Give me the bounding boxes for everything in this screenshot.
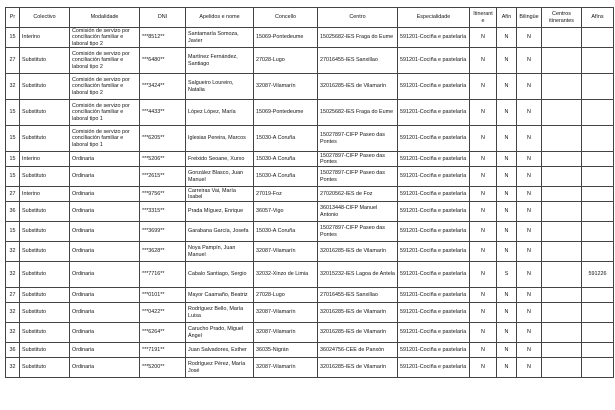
centro-cell: 32016285-IES de Vilamarín — [318, 323, 398, 343]
centros-itinerantes-cell — [542, 262, 582, 288]
concello-cell: 27019-Foz — [254, 187, 318, 202]
bilingue-cell: N — [517, 48, 542, 74]
concello-cell: 32087-Vilamarín — [254, 242, 318, 262]
province-cell: 32 — [6, 74, 20, 100]
modalidade-cell: Ordinaria — [70, 262, 140, 288]
centro-cell: 36013448-CIFP Manuel Antonio — [318, 202, 398, 222]
afin-cell: N — [497, 74, 517, 100]
province-cell: 36 — [6, 343, 20, 358]
name-cell: Juan Salvadores, Esther — [186, 343, 254, 358]
name-cell: Carucho Prado, Miguel Ángel — [186, 323, 254, 343]
centros-itinerantes-cell — [542, 288, 582, 303]
especialidade-cell: 591201-Cociña e pastelaría — [398, 303, 470, 323]
centro-cell: 32015232-IES Lagoa de Antela — [318, 262, 398, 288]
dni-cell: ***5206** — [140, 152, 186, 167]
dni-cell: ***7716** — [140, 262, 186, 288]
afins-cell — [582, 100, 614, 126]
name-cell: Garabana García, Josefa — [186, 222, 254, 242]
name-cell: Iglesias Pereira, Marcos — [186, 126, 254, 152]
province-cell: 36 — [6, 202, 20, 222]
name-cell: López López, María — [186, 100, 254, 126]
afin-cell: N — [497, 48, 517, 74]
centro-cell: 15027897-CIFP Paseo das Pontes — [318, 222, 398, 242]
afins-cell — [582, 74, 614, 100]
colectivo-cell: Interino — [20, 28, 70, 48]
afins-cell — [582, 343, 614, 358]
dni-cell: ***0101** — [140, 288, 186, 303]
bilingue-cell: N — [517, 343, 542, 358]
province-cell: 32 — [6, 303, 20, 323]
afins-cell — [582, 28, 614, 48]
modalidade-cell: Ordinaria — [70, 202, 140, 222]
especialidade-cell: 591201-Cociña e pastelaría — [398, 100, 470, 126]
centros-itinerantes-cell — [542, 343, 582, 358]
dni-cell: ***9756** — [140, 187, 186, 202]
centros-itinerantes-cell — [542, 187, 582, 202]
centros-itinerantes-cell — [542, 303, 582, 323]
modalidade-cell: Ordinaria — [70, 187, 140, 202]
afin-cell: N — [497, 222, 517, 242]
centro-cell: 15025682-IES Fraga do Eume — [318, 100, 398, 126]
name-cell: Rodríguez Pérez, María José — [186, 358, 254, 378]
itinerante-cell: N — [470, 242, 497, 262]
afin-cell: S — [497, 262, 517, 288]
itinerante-cell: N — [470, 126, 497, 152]
colectivo-cell: Substituto — [20, 343, 70, 358]
colectivo-cell: Substituto — [20, 167, 70, 187]
concello-cell: 32032-Xinzo de Limia — [254, 262, 318, 288]
especialidade-cell: 591201-Cociña e pastelaría — [398, 202, 470, 222]
afins-cell — [582, 358, 614, 378]
centro-cell: 32016285-IES de Vilamarín — [318, 242, 398, 262]
colectivo-cell: Substituto — [20, 288, 70, 303]
column-header: Modalidade — [70, 8, 140, 28]
column-header: Concello — [254, 8, 318, 28]
table-row — [6, 303, 614, 323]
centros-itinerantes-cell — [542, 242, 582, 262]
itinerante-cell: N — [470, 323, 497, 343]
table-row — [6, 152, 614, 167]
table-row — [6, 28, 614, 48]
colectivo-cell: Substituto — [20, 74, 70, 100]
itinerante-cell: N — [470, 222, 497, 242]
afin-cell: N — [497, 152, 517, 167]
province-cell: 32 — [6, 242, 20, 262]
modalidade-cell: Ordinaria — [70, 242, 140, 262]
colectivo-cell: Substituto — [20, 323, 70, 343]
centros-itinerantes-cell — [542, 126, 582, 152]
table-row — [6, 222, 614, 242]
concello-cell: 32087-Vilamarín — [254, 323, 318, 343]
centros-itinerantes-cell — [542, 48, 582, 74]
dni-cell: ***6264** — [140, 323, 186, 343]
itinerante-cell: N — [470, 262, 497, 288]
table-row — [6, 126, 614, 152]
province-cell: 15 — [6, 167, 20, 187]
bilingue-cell: N — [517, 152, 542, 167]
itinerante-cell: N — [470, 288, 497, 303]
dni-cell: ***3628** — [140, 242, 186, 262]
especialidade-cell: 591201-Cociña e pastelaría — [398, 152, 470, 167]
centros-itinerantes-cell — [542, 222, 582, 242]
table-row — [6, 48, 614, 74]
afin-cell: N — [497, 343, 517, 358]
modalidade-cell: Ordinaria — [70, 323, 140, 343]
afin-cell: N — [497, 126, 517, 152]
concello-cell: 15030-A Coruña — [254, 126, 318, 152]
dni-cell: ***3315** — [140, 202, 186, 222]
centro-cell: 15027897-CIFP Paseo das Pontes — [318, 126, 398, 152]
afin-cell: N — [497, 303, 517, 323]
column-header: Pr — [6, 8, 20, 28]
name-cell: Noya Pampín, Juan Manuel — [186, 242, 254, 262]
table-body — [6, 28, 614, 378]
dni-cell: ***6480** — [140, 48, 186, 74]
name-cell: Prada Míguez, Enrique — [186, 202, 254, 222]
dni-cell: ***3424** — [140, 74, 186, 100]
column-header: Afín — [497, 8, 517, 28]
province-cell: 32 — [6, 323, 20, 343]
centro-cell: 27016455-IES Sanxillao — [318, 288, 398, 303]
name-cell: Freixido Seoane, Xurxo — [186, 152, 254, 167]
bilingue-cell: N — [517, 303, 542, 323]
concello-cell: 15030-A Coruña — [254, 222, 318, 242]
modalidade-cell: Ordinaria — [70, 288, 140, 303]
name-cell: Santamaría Somoza, Javier — [186, 28, 254, 48]
bilingue-cell: N — [517, 358, 542, 378]
itinerante-cell: N — [470, 202, 497, 222]
concello-cell: 15030-A Coruña — [254, 152, 318, 167]
especialidade-cell: 591201-Cociña e pastelaría — [398, 222, 470, 242]
modalidade-cell: Comisión de servizo por conciliación familiar e laboral tipo 2 — [70, 48, 140, 74]
itinerante-cell: N — [470, 152, 497, 167]
dni-cell: ***8512** — [140, 28, 186, 48]
concello-cell: 36057-Vigo — [254, 202, 318, 222]
province-cell: 32 — [6, 358, 20, 378]
itinerante-cell: N — [470, 48, 497, 74]
centro-cell: 36024756-CEE de Panxón — [318, 343, 398, 358]
afins-cell — [582, 303, 614, 323]
province-cell: 27 — [6, 187, 20, 202]
province-cell: 27 — [6, 288, 20, 303]
modalidade-cell: Comisión de servizo por conciliación familiar e laboral tipo 2 — [70, 28, 140, 48]
afin-cell: N — [497, 100, 517, 126]
modalidade-cell: Ordinaria — [70, 222, 140, 242]
afins-cell — [582, 323, 614, 343]
name-cell: Rodríguez Bello, María Luisa — [186, 303, 254, 323]
bilingue-cell: N — [517, 100, 542, 126]
afin-cell: N — [497, 358, 517, 378]
modalidade-cell: Ordinaria — [70, 358, 140, 378]
table-row — [6, 242, 614, 262]
colectivo-cell: Substituto — [20, 222, 70, 242]
bilingue-cell: N — [517, 288, 542, 303]
table-row — [6, 358, 614, 378]
column-header: Centro — [318, 8, 398, 28]
modalidade-cell: Comisión de servizo por conciliación familiar e laboral tipo 1 — [70, 100, 140, 126]
column-header: Bilingüe — [517, 8, 542, 28]
province-cell: 15 — [6, 126, 20, 152]
concello-cell: 32087-Vilamarín — [254, 303, 318, 323]
colectivo-cell: Substituto — [20, 100, 70, 126]
bilingue-cell: N — [517, 28, 542, 48]
column-header: Apelidos e nome — [186, 8, 254, 28]
afins-cell — [582, 167, 614, 187]
especialidade-cell: 591201-Cociña e pastelaría — [398, 242, 470, 262]
table-row — [6, 100, 614, 126]
centros-itinerantes-cell — [542, 28, 582, 48]
afins-cell — [582, 48, 614, 74]
bilingue-cell: N — [517, 323, 542, 343]
afins-cell — [582, 288, 614, 303]
province-cell: 27 — [6, 48, 20, 74]
table-row — [6, 202, 614, 222]
especialidade-cell: 591201-Cociña e pastelaría — [398, 48, 470, 74]
concello-cell: 32087-Vilamarín — [254, 74, 318, 100]
centro-cell: 32016285-IES de Vilamarín — [318, 303, 398, 323]
colectivo-cell: Substituto — [20, 126, 70, 152]
afins-cell — [582, 242, 614, 262]
colectivo-cell: Substituto — [20, 202, 70, 222]
table-row — [6, 167, 614, 187]
centros-itinerantes-cell — [542, 358, 582, 378]
especialidade-cell: 591201-Cociña e pastelaría — [398, 288, 470, 303]
especialidade-cell: 591201-Cociña e pastelaría — [398, 126, 470, 152]
colectivo-cell: Substituto — [20, 303, 70, 323]
bilingue-cell: N — [517, 74, 542, 100]
especialidade-cell: 591201-Cociña e pastelaría — [398, 74, 470, 100]
colectivo-cell: Substituto — [20, 358, 70, 378]
afin-cell: N — [497, 323, 517, 343]
province-cell: 15 — [6, 28, 20, 48]
centros-itinerantes-cell — [542, 202, 582, 222]
column-header: Especialidade — [398, 8, 470, 28]
afin-cell: N — [497, 167, 517, 187]
centro-cell: 27016455-IES Sanxillao — [318, 48, 398, 74]
colectivo-cell: Substituto — [20, 262, 70, 288]
table-row — [6, 74, 614, 100]
dni-cell: ***7191** — [140, 343, 186, 358]
centros-itinerantes-cell — [542, 152, 582, 167]
afin-cell: N — [497, 187, 517, 202]
centros-itinerantes-cell — [542, 167, 582, 187]
colectivo-cell: Interino — [20, 187, 70, 202]
dni-cell: ***5200** — [140, 358, 186, 378]
modalidade-cell: Ordinaria — [70, 343, 140, 358]
province-cell: 15 — [6, 222, 20, 242]
bilingue-cell: N — [517, 167, 542, 187]
bilingue-cell: N — [517, 262, 542, 288]
bilingue-cell: N — [517, 187, 542, 202]
itinerante-cell: N — [470, 167, 497, 187]
itinerante-cell: N — [470, 358, 497, 378]
name-cell: Martínez Fernández, Santiago — [186, 48, 254, 74]
centro-cell: 32016285-IES de Vilamarín — [318, 74, 398, 100]
modalidade-cell: Comisión de servizo por conciliación familiar e laboral tipo 2 — [70, 74, 140, 100]
bilingue-cell: N — [517, 222, 542, 242]
bilingue-cell: N — [517, 202, 542, 222]
centro-cell: 15027897-CIFP Paseo das Pontes — [318, 152, 398, 167]
afin-cell: N — [497, 242, 517, 262]
itinerante-cell: N — [470, 28, 497, 48]
modalidade-cell: Ordinaria — [70, 303, 140, 323]
itinerante-cell: N — [470, 343, 497, 358]
concello-cell: 36035-Nigrán — [254, 343, 318, 358]
concello-cell: 27028-Lugo — [254, 48, 318, 74]
bilingue-cell: N — [517, 242, 542, 262]
name-cell: Salgueiro Loureiro, Natalia — [186, 74, 254, 100]
dni-cell: ***0422** — [140, 303, 186, 323]
name-cell: González Blasco, Juan Manuel — [186, 167, 254, 187]
column-header: Itinerante — [470, 8, 497, 28]
especialidade-cell: 591201-Cociña e pastelaría — [398, 262, 470, 288]
colectivo-cell: Substituto — [20, 242, 70, 262]
concello-cell: 27028-Lugo — [254, 288, 318, 303]
header-row — [6, 8, 614, 28]
centro-cell: 27020562-IES de Foz — [318, 187, 398, 202]
afin-cell: N — [497, 202, 517, 222]
name-cell: Cabalo Santiago, Sergio — [186, 262, 254, 288]
table-header — [6, 8, 614, 28]
itinerante-cell: N — [470, 74, 497, 100]
province-cell: 15 — [6, 100, 20, 126]
afins-cell — [582, 222, 614, 242]
dni-cell: ***4433** — [140, 100, 186, 126]
table-row — [6, 288, 614, 303]
afins-cell — [582, 202, 614, 222]
concello-cell: 32087-Vilamarín — [254, 358, 318, 378]
column-header: Centros itinerantes — [542, 8, 582, 28]
column-header: Afíns — [582, 8, 614, 28]
dni-cell: ***6205** — [140, 126, 186, 152]
especialidade-cell: 591201-Cociña e pastelaría — [398, 343, 470, 358]
afins-cell — [582, 126, 614, 152]
modalidade-cell: Ordinaria — [70, 152, 140, 167]
itinerante-cell: N — [470, 100, 497, 126]
centro-cell: 15025682-IES Fraga do Eume — [318, 28, 398, 48]
centro-cell: 32016285-IES de Vilamarín — [318, 358, 398, 378]
afin-cell: N — [497, 28, 517, 48]
afin-cell: N — [497, 288, 517, 303]
centros-itinerantes-cell — [542, 74, 582, 100]
especialidade-cell: 591201-Cociña e pastelaría — [398, 28, 470, 48]
dni-cell: ***2615** — [140, 167, 186, 187]
itinerante-cell: N — [470, 303, 497, 323]
itinerante-cell: N — [470, 187, 497, 202]
assignments-table-container — [5, 7, 613, 378]
especialidade-cell: 591201-Cociña e pastelaría — [398, 358, 470, 378]
especialidade-cell: 591201-Cociña e pastelaría — [398, 187, 470, 202]
centros-itinerantes-cell — [542, 323, 582, 343]
table-row — [6, 262, 614, 288]
afins-cell — [582, 152, 614, 167]
especialidade-cell: 591201-Cociña e pastelaría — [398, 323, 470, 343]
colectivo-cell: Substituto — [20, 48, 70, 74]
centro-cell: 15027897-CIFP Paseo das Pontes — [318, 167, 398, 187]
concello-cell: 15030-A Coruña — [254, 167, 318, 187]
modalidade-cell: Ordinaria — [70, 167, 140, 187]
province-cell: 32 — [6, 262, 20, 288]
province-cell: 15 — [6, 152, 20, 167]
afins-cell — [582, 187, 614, 202]
column-header: DNI — [140, 8, 186, 28]
table-row — [6, 323, 614, 343]
centros-itinerantes-cell — [542, 100, 582, 126]
table-row — [6, 343, 614, 358]
table-row — [6, 187, 614, 202]
name-cell: Carreiras Vai, María Isabel — [186, 187, 254, 202]
dni-cell: ***3699** — [140, 222, 186, 242]
colectivo-cell: Interino — [20, 152, 70, 167]
afins-cell: 591226 — [582, 262, 614, 288]
bilingue-cell: N — [517, 126, 542, 152]
concello-cell: 15069-Pontedeume — [254, 28, 318, 48]
concello-cell: 15069-Pontedeume — [254, 100, 318, 126]
assignments-table — [5, 7, 614, 378]
modalidade-cell: Comisión de servizo por conciliación familiar e laboral tipo 1 — [70, 126, 140, 152]
especialidade-cell: 591201-Cociña e pastelaría — [398, 167, 470, 187]
name-cell: Mayor Caamaño, Beatriz — [186, 288, 254, 303]
column-header: Colectivo — [20, 8, 70, 28]
